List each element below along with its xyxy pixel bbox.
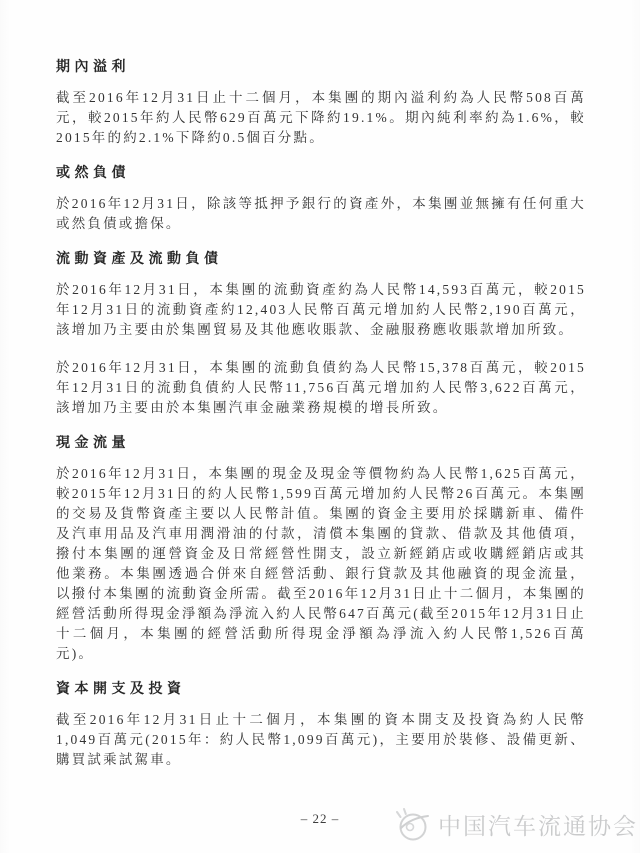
section-profit-for-period (56, 60, 586, 148)
cada-emblem-icon (392, 803, 432, 845)
paragraph: 於2016年12月31日，除該等抵押予銀行的資產外，本集團並無擁有任何重大或然負債或擔保。 (56, 196, 586, 231)
watermark-text: 中国汽车流通协会 (438, 812, 638, 839)
section-heading: 資本開支及投資 (56, 682, 186, 697)
section-heading: 或然負債 (56, 166, 130, 181)
page-footer (0, 793, 640, 853)
section-contingent-liabilities (56, 166, 586, 234)
section-current-assets-liabilities (56, 252, 586, 418)
page-number: – 22 – (300, 811, 340, 826)
section-heading: 期內溢利 (56, 60, 130, 75)
paragraph: 截至2016年12月31日止十二個月，本集團的期內溢利約為人民幣508百萬元，較2015年約人民幣629百萬元下降約19.1%。期內純利率約為1.6%，較2015年的約2.1%下降約0.5個百分點。 (56, 90, 586, 145)
paragraph: 於2016年12月31日，本集團的流動負債約為人民幣15,378百萬元，較2015年12月31日的流動負債約人民幣11,756百萬元增加約人民幣3,622百萬元，該增加乃主要由於本集團汽車金融業務規模的增長所致。 (56, 360, 586, 415)
section-capital-expenditure (56, 682, 586, 770)
section-heading: 現金流量 (56, 436, 130, 451)
paragraph: 截至2016年12月31日止十二個月，本集團的資本開支及投資為約人民幣1,049百萬元(2015年：約人民幣1,099百萬元)，主要用於裝修、設備更新、購買試乘試駕車。 (56, 712, 586, 767)
watermark (392, 803, 638, 845)
section-heading: 流動資產及流動負債 (56, 252, 223, 267)
section-cash-flow (56, 436, 586, 664)
paragraph: 於2016年12月31日，本集團的流動資產約為人民幣14,593百萬元，較2015年12月31日的流動資產約12,403人民幣百萬元增加約人民幣2,190百萬元，該增加乃主要由於集團貿易及其他應收賬款、金融服務應收賬款增加所致。 (56, 282, 586, 337)
paragraph: 於2016年12月31日，本集團的現金及現金等價物約為人民幣1,625百萬元，較2015年12月31日的約人民幣1,599百萬元增加約人民幣26百萬元。本集團的交易及貨幣資產主要以人民幣計值。集團的資金主要用於採購新車、備件及汽車用品及汽車用潤滑油的付款，清償本集團的貸款、借款及其他債項，撥付本集團的運營資金及日常經營性開支，設立新經銷店或收購經銷店或其他業務。本集團透過合併來自經營活動、銀行貸款及其他融資的現金流量，以撥付本集團的流動資金所需。截至2016年12月31日止十二個月，本集團的經營活動所得現金淨額為淨流入約人民幣647百萬元(截至2015年12月31日止十二個月，本集團的經營活動所得現金淨額為淨流入約人民幣1,526百萬元)。 (56, 466, 586, 661)
